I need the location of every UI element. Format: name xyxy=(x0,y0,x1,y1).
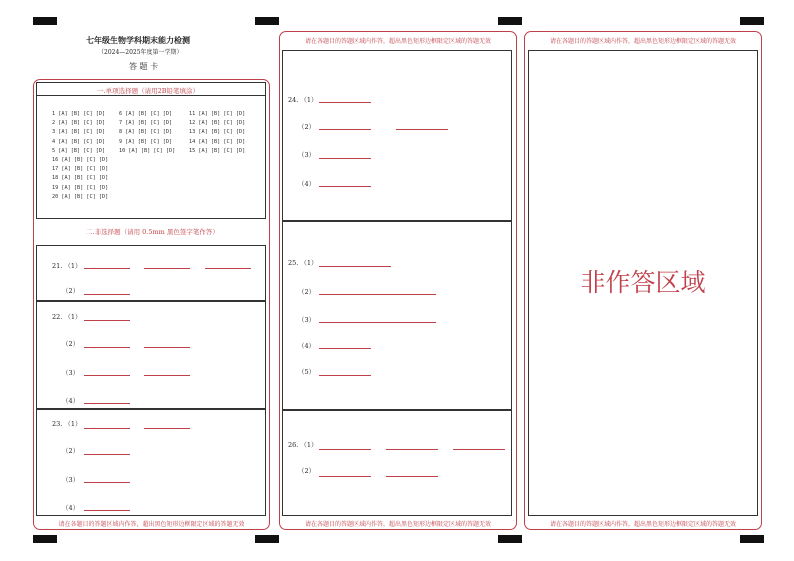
mc-number: 2 xyxy=(52,120,59,127)
answer-line[interactable] xyxy=(144,428,190,429)
mc-number: 13 xyxy=(189,129,199,136)
answer-line[interactable] xyxy=(319,476,371,477)
mc-number: 17 xyxy=(52,166,62,173)
mc-number: 7 xyxy=(119,120,126,127)
mc-number: 16 xyxy=(52,157,62,163)
mc-number: 8 xyxy=(119,129,126,136)
answer-line[interactable] xyxy=(453,449,505,450)
registration-mark xyxy=(255,17,279,25)
answer-line[interactable] xyxy=(319,186,371,187)
mc-options[interactable]: [A] [B] [C] [D] xyxy=(58,129,106,136)
notice-text: 请在各题目的答题区域内作答，超出黑色矩形边框限定区域的答题无效 xyxy=(304,38,491,45)
answer-line[interactable] xyxy=(84,347,130,348)
q22-sub3: （3） xyxy=(62,369,80,377)
mc-question-13[interactable] xyxy=(189,129,245,135)
mc-options[interactable]: [A] [B] [C] [D] xyxy=(58,147,106,154)
q25-sub3: （3） xyxy=(298,316,316,324)
divider xyxy=(36,95,265,96)
q25-sub5: （5） xyxy=(298,368,316,376)
answer-line[interactable] xyxy=(319,375,371,376)
mc-options[interactable]: [A] [B] [C] [D] xyxy=(58,138,106,145)
registration-mark xyxy=(33,17,57,25)
mc-number: 12 xyxy=(189,120,199,127)
q23-sub3: （3） xyxy=(62,476,80,484)
notice-text: 请在各题目的答题区域内作答，超出黑色矩形边框限定区域的答题无效 xyxy=(549,38,736,45)
answer-line[interactable] xyxy=(84,403,130,404)
answer-line[interactable] xyxy=(319,294,436,295)
answer-line[interactable] xyxy=(319,129,371,130)
answer-line[interactable] xyxy=(84,482,130,483)
mc-question-15[interactable] xyxy=(189,148,245,154)
mc-options[interactable]: [A] [B] [C] [D] xyxy=(61,166,109,173)
q25-label: 25. （1） xyxy=(288,259,318,267)
q25-sub2: （2） xyxy=(298,288,316,296)
q26-box xyxy=(282,409,512,516)
q26-label: 26. （1） xyxy=(288,441,318,449)
mc-question-14[interactable] xyxy=(189,139,245,145)
mc-heading: 一.单项选择题（请用2B铅笔填涂） xyxy=(97,87,199,95)
q24-sub2: （2） xyxy=(298,123,316,131)
mc-options[interactable]: [A] [B] [C] [D] xyxy=(198,147,246,154)
q26-sub2: （2） xyxy=(298,467,316,475)
mc-options[interactable]: [A] [B] [C] [D] xyxy=(61,175,109,182)
mc-options[interactable]: [A] [B] [C] [D] xyxy=(61,184,109,191)
answer-line[interactable] xyxy=(205,268,251,269)
answer-line[interactable] xyxy=(84,268,130,269)
exam-subtitle: （2024—2025年度第一学期） xyxy=(98,49,183,56)
mc-question-2[interactable] xyxy=(52,120,105,126)
nonmc-heading: 二.非选择题（请用 0.5mm 黑色签字笔作答） xyxy=(86,228,219,236)
mc-number: 20 xyxy=(52,193,62,200)
mc-options[interactable]: [A] [B] [C] [D] xyxy=(125,129,173,136)
answer-line[interactable] xyxy=(319,322,436,323)
mc-question-16[interactable] xyxy=(52,157,108,163)
exam-title: 七年级生物学科期末能力检测 xyxy=(86,35,190,45)
q24-sub3: （3） xyxy=(298,151,316,159)
q21-sub2: （2） xyxy=(62,287,80,295)
mc-question-6[interactable] xyxy=(119,111,172,117)
q23-sub2: （2） xyxy=(62,447,80,455)
mc-options[interactable]: [A] [B] [C] [D] xyxy=(58,120,106,127)
q24-box xyxy=(282,50,512,222)
q22-sub2: （2） xyxy=(62,340,80,348)
mc-options[interactable]: [A] [B] [C] [D] xyxy=(128,147,176,154)
q22-sub4: （4） xyxy=(62,397,80,405)
card-title: 答 题 卡 xyxy=(129,62,159,71)
q23-label: 23. （1） xyxy=(52,420,82,428)
registration-mark xyxy=(498,17,522,25)
answer-line[interactable] xyxy=(319,102,371,103)
mc-number: 1 xyxy=(52,111,59,117)
mc-number: 3 xyxy=(52,129,59,136)
mc-options[interactable]: [A] [B] [C] [D] xyxy=(125,111,173,117)
answer-line[interactable] xyxy=(84,510,130,511)
registration-mark xyxy=(740,17,764,25)
q25-box xyxy=(282,220,512,411)
registration-mark xyxy=(498,535,522,543)
answer-line[interactable] xyxy=(84,294,130,295)
mc-number: 9 xyxy=(119,138,126,145)
answer-line[interactable] xyxy=(319,158,371,159)
mc-question-3[interactable] xyxy=(52,129,105,135)
mc-question-11[interactable] xyxy=(189,111,245,117)
q23-sub4: （4） xyxy=(62,504,80,512)
registration-mark xyxy=(33,535,57,543)
mc-number: 19 xyxy=(52,184,62,191)
notice-text: 请在各题目的答题区域内作答，超出黑色矩形边框限定区域的答题无效 xyxy=(304,521,491,528)
answer-line[interactable] xyxy=(144,347,190,348)
answer-line[interactable] xyxy=(84,454,130,455)
answer-line[interactable] xyxy=(84,428,130,429)
mc-question-5[interactable] xyxy=(52,148,105,154)
mc-question-20[interactable] xyxy=(52,194,108,200)
mc-options[interactable]: [A] [B] [C] [D] xyxy=(198,129,246,136)
mc-question-4[interactable] xyxy=(52,139,105,145)
mc-question-7[interactable] xyxy=(119,120,172,126)
q21-label: 21. （1） xyxy=(52,262,82,270)
mc-options[interactable]: [A] [B] [C] [D] xyxy=(58,111,106,117)
mc-options[interactable]: [A] [B] [C] [D] xyxy=(125,120,173,127)
registration-mark xyxy=(255,535,279,543)
answer-line[interactable] xyxy=(319,449,371,450)
answer-line[interactable] xyxy=(144,268,190,269)
mc-question-17[interactable] xyxy=(52,166,108,172)
answer-line[interactable] xyxy=(386,476,438,477)
mc-question-18[interactable] xyxy=(52,175,108,181)
mc-number: 14 xyxy=(189,138,199,145)
notice-text: 请在各题目的答题区域内作答，超出黑色矩形边框限定区域的答题无效 xyxy=(58,521,245,528)
mc-question-19[interactable] xyxy=(52,185,108,191)
answer-line[interactable] xyxy=(396,129,448,130)
mc-number: 4 xyxy=(52,138,59,145)
mc-number: 6 xyxy=(119,111,126,117)
mc-number: 18 xyxy=(52,175,62,182)
mc-question-10[interactable] xyxy=(119,148,175,154)
mc-question-12[interactable] xyxy=(189,120,245,126)
answer-line[interactable] xyxy=(386,449,438,450)
mc-options[interactable]: [A] [B] [C] [D] xyxy=(61,193,109,200)
q24-label: 24. （1） xyxy=(288,96,318,104)
mc-options[interactable]: [A] [B] [C] [D] xyxy=(198,111,246,117)
mc-options[interactable]: [A] [B] [C] [D] xyxy=(125,138,173,145)
answer-line[interactable] xyxy=(144,375,190,376)
q25-sub4: （4） xyxy=(298,342,316,350)
mc-options[interactable]: [A] [B] [C] [D] xyxy=(61,157,109,163)
mc-number: 11 xyxy=(189,111,199,117)
notice-text: 请在各题目的答题区域内作答，超出黑色矩形边框限定区域的答题无效 xyxy=(549,521,736,528)
answer-line[interactable] xyxy=(84,320,130,321)
no-answer-label: 非作答区域 xyxy=(580,268,706,297)
mc-number: 15 xyxy=(189,147,199,154)
answer-line[interactable] xyxy=(84,375,130,376)
q24-sub4: （4） xyxy=(298,180,316,188)
registration-mark xyxy=(740,535,764,543)
mc-options[interactable]: [A] [B] [C] [D] xyxy=(198,138,246,145)
answer-line[interactable] xyxy=(319,266,391,267)
mc-question-9[interactable] xyxy=(119,139,172,145)
mc-number: 10 xyxy=(119,147,129,154)
mc-number: 5 xyxy=(52,147,59,154)
answer-line[interactable] xyxy=(319,348,371,349)
mc-options[interactable]: [A] [B] [C] [D] xyxy=(198,120,246,127)
mc-question-8[interactable] xyxy=(119,129,172,135)
mc-question-1[interactable] xyxy=(52,111,105,117)
q22-label: 22. （1） xyxy=(52,313,82,321)
